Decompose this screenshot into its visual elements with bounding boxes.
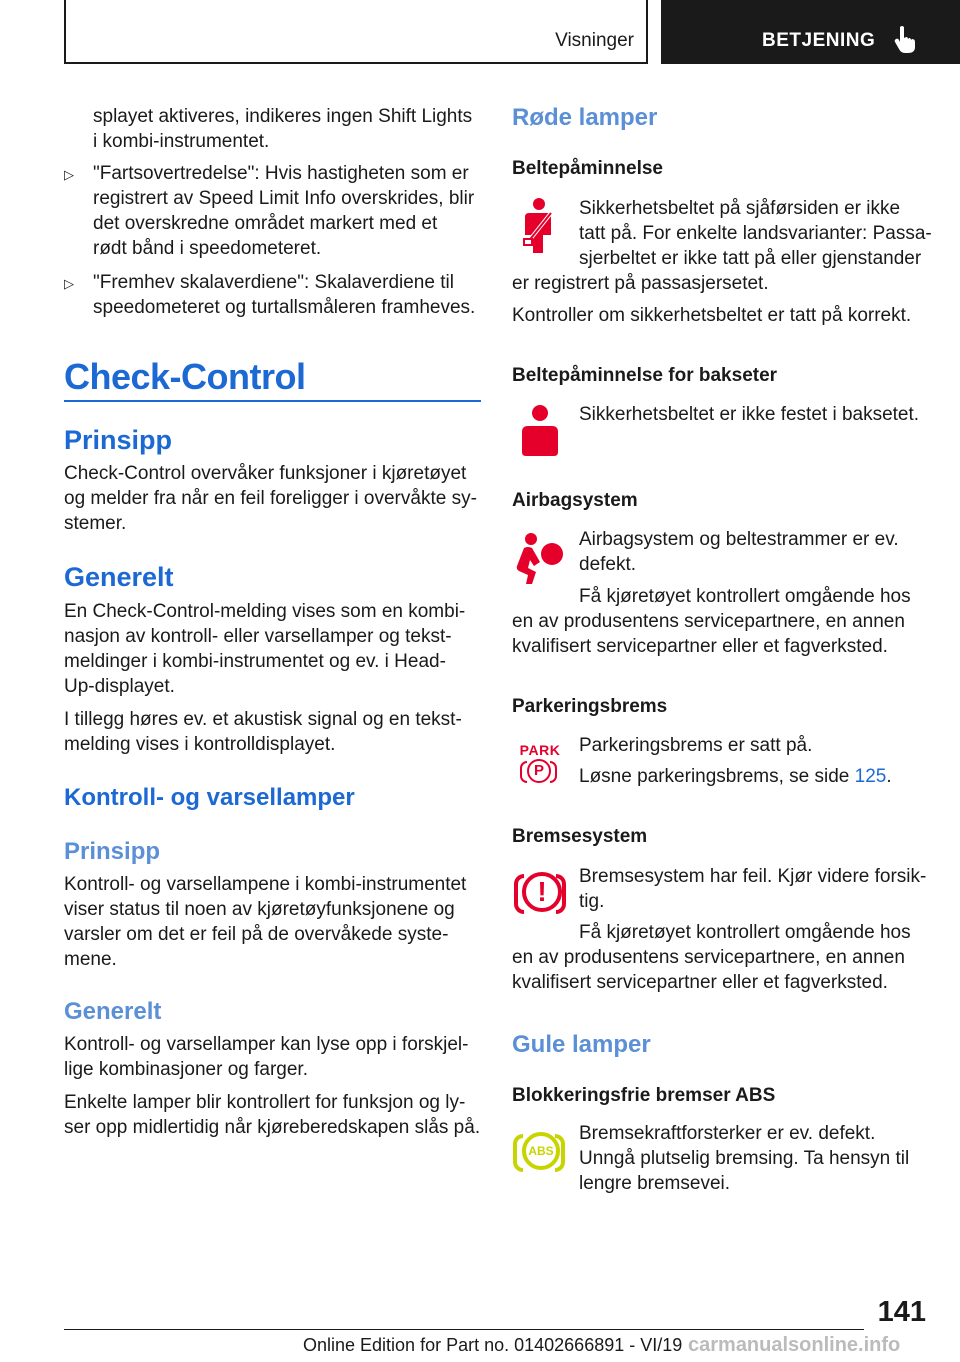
bullet-item bbox=[93, 161, 488, 261]
text-line: Enkelte lamper blir kontrollert for funksjon og ly- bbox=[64, 1092, 466, 1113]
hand-pointer-icon bbox=[894, 25, 916, 53]
brems-heading: Bremsesystem bbox=[512, 826, 648, 847]
park-icon-label: PARK bbox=[519, 742, 561, 758]
bullet-line: rødt bånd i speedometeret. bbox=[93, 238, 322, 259]
brems-paragraph-2-line: Få kjøretøyet kontrollert omgående hos bbox=[579, 922, 911, 943]
park-icon-p: P bbox=[527, 759, 551, 783]
title-divider bbox=[64, 400, 481, 402]
bullet-line: registrert av Speed Limit Info overskrides, blir bbox=[93, 188, 475, 209]
abs-icon-label: ABS bbox=[522, 1132, 560, 1170]
park-icon-bracket-left bbox=[520, 761, 527, 783]
belte-paragraph-2: Kontroller om sikkerhetsbeltet er tatt på korrekt. bbox=[512, 305, 912, 326]
k-generelt-paragraph-2 bbox=[64, 1090, 484, 1140]
text-line: Bremsesystem har feil. Kjør videre forsik- bbox=[579, 866, 927, 887]
k-prinsipp-heading: Prinsipp bbox=[64, 838, 161, 865]
k-generelt-heading: Generelt bbox=[64, 998, 162, 1025]
k-generelt-paragraph-1 bbox=[64, 1032, 484, 1082]
airbag-paragraph-2-line: kvalifisert servicepartner eller et fagverksted. bbox=[512, 636, 888, 657]
text-line: tatt på. For enkelte landsvarianter: Passa- bbox=[579, 223, 932, 244]
bak-heading: Beltepåminnelse for bakseter bbox=[512, 365, 778, 386]
header-chapter-title: BETJENING bbox=[762, 30, 876, 51]
bullet-item bbox=[93, 270, 488, 320]
footer-edition: Online Edition for Part no. 01402666891 - VI/19 bbox=[303, 1335, 683, 1355]
page-number: 141 bbox=[877, 1296, 926, 1328]
text-line: melding vises i kontrolldisplayet. bbox=[64, 734, 336, 755]
text-line: Check-Control overvåker funksjoner i kjøretøyet bbox=[64, 463, 467, 484]
text-line: Up-displayet. bbox=[64, 676, 175, 697]
prinsipp-paragraph bbox=[64, 461, 484, 536]
generelt-paragraph-2 bbox=[64, 707, 484, 757]
park-icon-bracket-right bbox=[550, 761, 557, 783]
text-line: Airbagsystem og beltestrammer er ev. bbox=[579, 529, 899, 550]
text-line: stemer. bbox=[64, 513, 127, 534]
park-text-2-post: . bbox=[886, 766, 892, 787]
text-line: viser status til noen av kjøretøyfunksjonene og bbox=[64, 899, 455, 920]
seatbelt-icon bbox=[515, 197, 559, 255]
park-heading: Parkeringsbrems bbox=[512, 696, 668, 717]
park-text: Parkeringsbrems er satt på. bbox=[579, 735, 813, 756]
text-line: Unngå plutselig bremsing. Ta hensyn til bbox=[579, 1148, 910, 1169]
park-text-2 bbox=[579, 764, 892, 789]
brems-paragraph bbox=[579, 864, 939, 914]
airbag-icon bbox=[514, 532, 564, 584]
airbag-heading: Airbagsystem bbox=[512, 490, 638, 511]
intro-line: i kombi-instrumentet. bbox=[93, 131, 270, 152]
parking-brake-icon bbox=[518, 742, 562, 786]
text-line: sjerbeltet er ikke tatt på eller gjenstander bbox=[579, 248, 922, 269]
text-line: Kontroll- og varsellamper kan lyse opp i forskjel- bbox=[64, 1034, 469, 1055]
intro-paragraph bbox=[93, 104, 488, 154]
text-line: og melder fra når en feil foreligger i overvåkte sy- bbox=[64, 488, 477, 509]
generelt-heading: Generelt bbox=[64, 562, 174, 592]
bak-text: Sikkerhetsbeltet er ikke festet i baksetet. bbox=[579, 404, 920, 425]
rode-lamper-heading: Røde lamper bbox=[512, 104, 658, 131]
belte-paragraph-cont: er registrert på passasjersetet. bbox=[512, 273, 769, 294]
abs-icon-bracket-left bbox=[513, 1134, 523, 1172]
bullet-line: det overskredne området markert med et bbox=[93, 213, 438, 234]
airbag-paragraph bbox=[579, 527, 939, 577]
text-line: nasjon av kontroll- eller varsellamper og tekst- bbox=[64, 626, 452, 647]
brems-paragraph-2-line: kvalifisert servicepartner eller et fagverksted. bbox=[512, 972, 888, 993]
abs-paragraph bbox=[579, 1121, 939, 1196]
bullet-line: "Fremhev skalaverdiene": Skalaverdiene til bbox=[93, 272, 454, 293]
page-link-125[interactable]: 125 bbox=[854, 766, 887, 787]
text-line: meldinger i kombi-instrumentet og ev. i Head- bbox=[64, 651, 446, 672]
text-line: Sikkerhetsbeltet på sjåførsiden er ikke bbox=[579, 198, 901, 219]
text-line: Kontroll- og varsellampene i kombi-instrumentet bbox=[64, 874, 467, 895]
bullet-line: speedometeret og turtallsmåleren framheves. bbox=[93, 297, 476, 318]
brake-warning-icon bbox=[514, 870, 566, 918]
text-line: I tillegg høres ev. et akustisk signal og en tekst- bbox=[64, 709, 462, 730]
abs-icon-bracket-right bbox=[555, 1134, 565, 1172]
header-section-box bbox=[64, 0, 648, 64]
header-section-title: Visninger bbox=[555, 30, 634, 51]
brake-icon-glyph: ! bbox=[522, 872, 562, 912]
k-prinsipp-paragraph bbox=[64, 872, 484, 972]
belte-paragraph bbox=[579, 196, 939, 271]
bullet-line: "Fartsovertredelse": Hvis hastigheten som er bbox=[93, 163, 469, 184]
prinsipp-heading: Prinsipp bbox=[64, 425, 173, 455]
brake-icon-bracket-right bbox=[556, 874, 566, 914]
text-line: mene. bbox=[64, 949, 117, 970]
bullet-icon: ▷ bbox=[64, 276, 74, 291]
generelt-paragraph-1 bbox=[64, 599, 484, 699]
text-line: lige kombinasjoner og farger. bbox=[64, 1059, 308, 1080]
text-line: lengre bremsevei. bbox=[579, 1173, 731, 1194]
header-chapter-box bbox=[661, 0, 960, 64]
watermark: carmanualsonline.info bbox=[688, 1334, 901, 1356]
text-line: varsler om det er feil på de overvåkede syste- bbox=[64, 924, 449, 945]
brake-icon-bracket-left bbox=[514, 874, 524, 914]
abs-heading: Blokkeringsfrie bremser ABS bbox=[512, 1085, 776, 1106]
rear-seatbelt-icon bbox=[520, 404, 560, 458]
abs-icon bbox=[513, 1130, 569, 1174]
text-line: Bremsekraftforsterker er ev. defekt. bbox=[579, 1123, 876, 1144]
text-line: En Check-Control-melding vises som en kombi- bbox=[64, 601, 466, 622]
text-line: defekt. bbox=[579, 554, 637, 575]
brems-paragraph-2-line: en av produsentens servicepartnere, en annen bbox=[512, 947, 905, 968]
kontroll-heading: Kontroll- og varsellamper bbox=[64, 784, 355, 811]
bullet-icon: ▷ bbox=[64, 167, 74, 182]
text-line: tig. bbox=[579, 891, 605, 912]
park-text-2-pre: Løsne parkeringsbrems, se side bbox=[579, 766, 850, 787]
airbag-paragraph-2-line: Få kjøretøyet kontrollert omgående hos bbox=[579, 586, 911, 607]
intro-line: splayet aktiveres, indikeres ingen Shift Lights bbox=[93, 106, 473, 127]
text-line: ser opp midlertidig når kjøreberedskapen slås på. bbox=[64, 1117, 481, 1138]
airbag-paragraph-2-line: en av produsentens servicepartnere, en annen bbox=[512, 611, 905, 632]
page-title: Check-Control bbox=[64, 356, 306, 397]
belte-heading: Beltepåminnelse bbox=[512, 158, 663, 179]
footer-divider bbox=[64, 1329, 864, 1330]
gule-lamper-heading: Gule lamper bbox=[512, 1031, 651, 1058]
